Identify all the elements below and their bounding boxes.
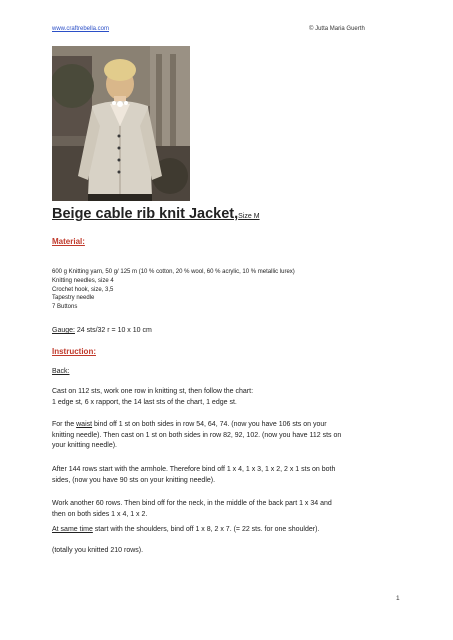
paragraph-line bbox=[52, 420, 402, 431]
paragraph-line: knitting needle). Then cast on 1 st on both sides in row 82, 92, 102. (now you have 112 sts on bbox=[52, 431, 342, 439]
material-line: Knitting needles, size 4 bbox=[52, 277, 114, 284]
jacket-photo-illustration bbox=[52, 46, 190, 201]
shoulder-text: start with the shoulders, bind off 1 x 8, 2 x 7. (= 22 sts. for one shoulder). bbox=[92, 526, 320, 533]
back-label-text: Back: bbox=[52, 368, 70, 375]
gauge-line bbox=[52, 327, 152, 334]
instruction-paragraph-4 bbox=[52, 499, 402, 536]
material-heading: Material: bbox=[52, 237, 85, 246]
material-line: 7 Buttons bbox=[52, 304, 78, 311]
paragraph-line: sides, (now you have 90 sts on your knitting needle). bbox=[52, 476, 216, 484]
page-number: 1 bbox=[396, 595, 400, 602]
paragraph-line: Work another 60 rows. Then bind off for the neck, in the middle of the back part 1 x 34 and bbox=[52, 500, 332, 507]
material-line: Tapestry needle bbox=[52, 295, 95, 302]
instruction-paragraph-2 bbox=[52, 420, 402, 452]
material-list bbox=[52, 268, 412, 312]
paragraph-line: Cast on 112 sts, work one row in knitting st, then follow the chart: bbox=[52, 388, 254, 395]
waist-post: bind off 1 st on both sides in row 54, 64, 74. (now you have 106 sts on your bbox=[92, 421, 327, 428]
paragraph-line: your knitting needle). bbox=[52, 442, 117, 449]
title-size: Size M bbox=[238, 213, 260, 220]
instruction-paragraph-1 bbox=[52, 387, 402, 408]
waist-term: waist bbox=[76, 421, 93, 428]
instruction-paragraph-5 bbox=[52, 546, 402, 557]
instruction-heading: Instruction: bbox=[52, 347, 96, 356]
gauge-label: Gauge: bbox=[52, 327, 75, 334]
header-copyright: © Jutta Maria Guerth bbox=[309, 26, 365, 32]
gauge-value: 24 sts/32 r = 10 x 10 cm bbox=[74, 327, 152, 334]
paragraph-line: 1 edge st, 6 x rapport, the 14 last sts of the chart, 1 edge st. bbox=[52, 398, 237, 406]
instruction-paragraph-3 bbox=[52, 465, 402, 486]
material-line: 600 g Knitting yarn, 50 g/ 125 m (10 % cotton, 20 % wool, 60 % acrylic, 10 % metallic lurex) bbox=[52, 269, 295, 275]
material-line: Crochet hook, size, 3,5 bbox=[52, 286, 114, 293]
paragraph-line: After 144 rows start with the armhole. Therefore bind off 1 x 4, 1 x 3, 1 x 2, 2 x 1 sts on both bbox=[52, 466, 336, 473]
paragraph-line: (totally you knitted 210 rows). bbox=[52, 547, 144, 554]
paragraph-line: then on both sides 1 x 4, 1 x 2. bbox=[52, 510, 148, 518]
waist-pre: For the bbox=[52, 421, 77, 428]
same-time-term: At same time bbox=[52, 526, 93, 533]
jacket-photo bbox=[52, 46, 190, 201]
header-website-link[interactable]: www.craftrebella.com bbox=[52, 26, 110, 32]
title-main: Beige cable rib knit Jacket, bbox=[52, 206, 239, 222]
document-title bbox=[52, 206, 412, 222]
back-label bbox=[52, 367, 402, 378]
paragraph-line bbox=[52, 525, 402, 536]
